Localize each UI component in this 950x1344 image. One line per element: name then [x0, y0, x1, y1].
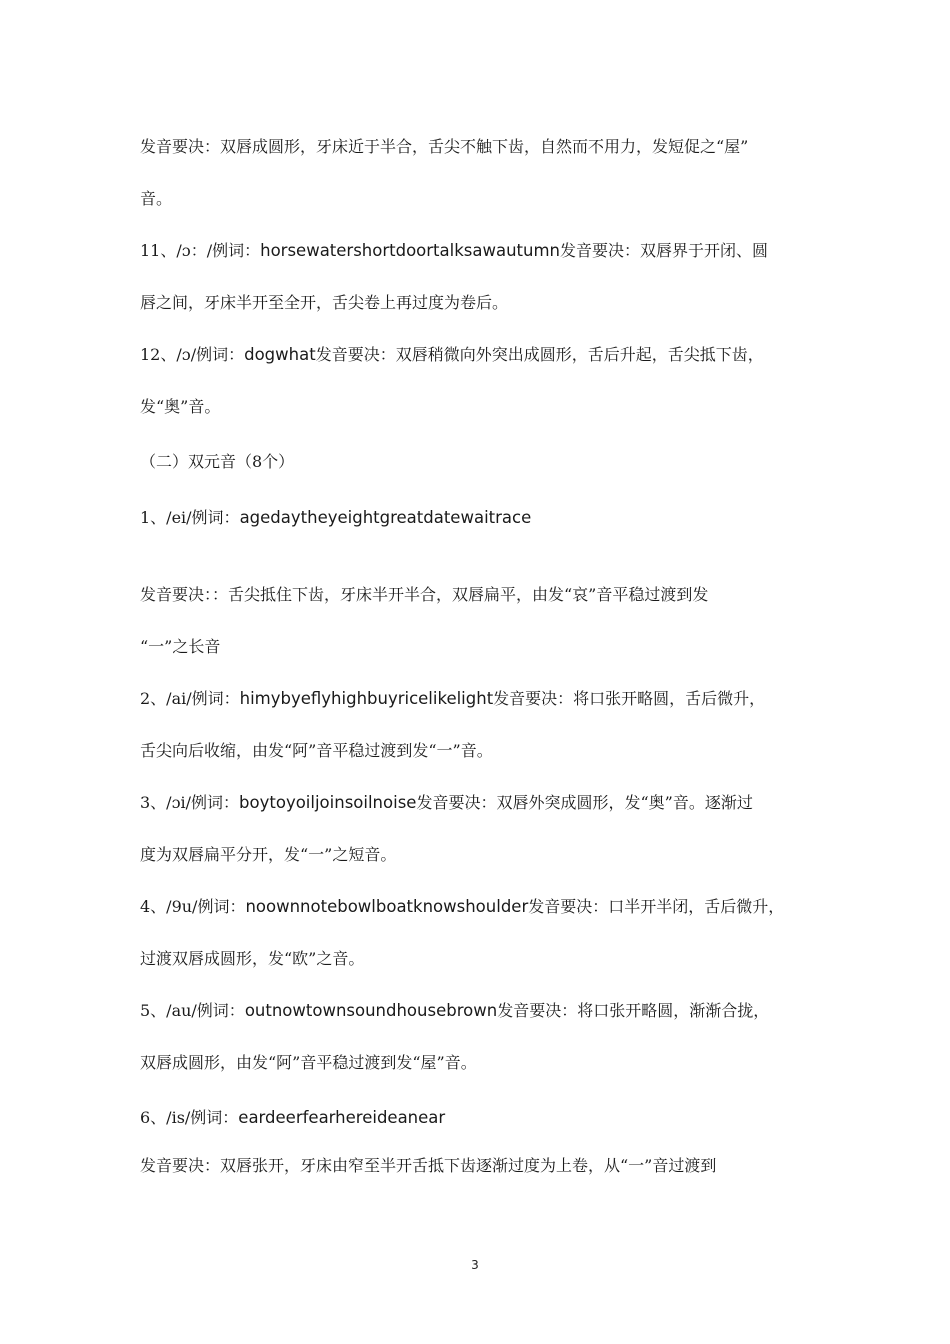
section-heading: （二）双元音（8个）	[140, 452, 295, 471]
text-line: 3、/ɔi/例词：boytoyoiljoinsoilnoise发音要决：双唇外突成圆形，发“奥”音。逐渐过	[140, 793, 753, 812]
text-line: 4、/9u/例词：noownnotebowlboatknowshoulder发音要决：口半开半闭，舌后微升，	[140, 897, 785, 916]
text-line: 2、/ai/例词：himybyeflyhighbuyricelikelight发音要决：将口张开略圆，舌后微升，	[140, 689, 766, 708]
text-line: 发音要决：：舌尖抵住下齿，牙床半开半合，双唇扁平，由发“哀”音平稳过渡到发	[140, 585, 709, 604]
text-line: 过渡双唇成圆形，发“欧”之音。	[140, 949, 365, 968]
text-line: 双唇成圆形，由发“阿”音平稳过渡到发“屋”音。	[140, 1053, 477, 1072]
text-line: 6、/is/例词：eardeerfearhereideanear	[140, 1108, 446, 1127]
text-line: 12、/ɔ/例词：dogwhat发音要决：双唇稍微向外突出成圆形，舌后升起，舌尖抵下齿，	[140, 345, 764, 364]
text-line: 度为双唇扁平分开，发“一”之短音。	[140, 845, 397, 864]
text-line: 舌尖向后收缩，由发“阿”音平稳过渡到发“一”音。	[140, 741, 493, 760]
text-line: “一”之长音	[140, 637, 221, 656]
text-line: 11、/ɔ：/例词：horsewatershortdoortalksawautumn发音要决：双唇界于开闭、圆	[140, 241, 769, 260]
text-line: 发音要决：双唇张开，牙床由窄至半开舌抵下齿逐渐过度为上卷，从“一”音过渡到	[140, 1156, 717, 1175]
text-line: 发“奥”音。	[140, 397, 221, 416]
text-line: 1、/ei/例词：agedaytheyeightgreatdatewaitrace	[140, 508, 532, 527]
text-line: 5、/au/例词：outnowtownsoundhousebrown发音要决：将口张开略圆，渐渐合拢，	[140, 1001, 770, 1020]
text-line: 唇之间，牙床半开至全开，舌尖卷上再过度为卷后。	[140, 293, 509, 312]
text-line: 发音要决：双唇成圆形，牙床近于半合，舌尖不触下齿，自然而不用力，发短促之“屋”	[140, 137, 749, 156]
text-line: 音。	[140, 189, 173, 208]
page-number: 3	[471, 1258, 479, 1272]
